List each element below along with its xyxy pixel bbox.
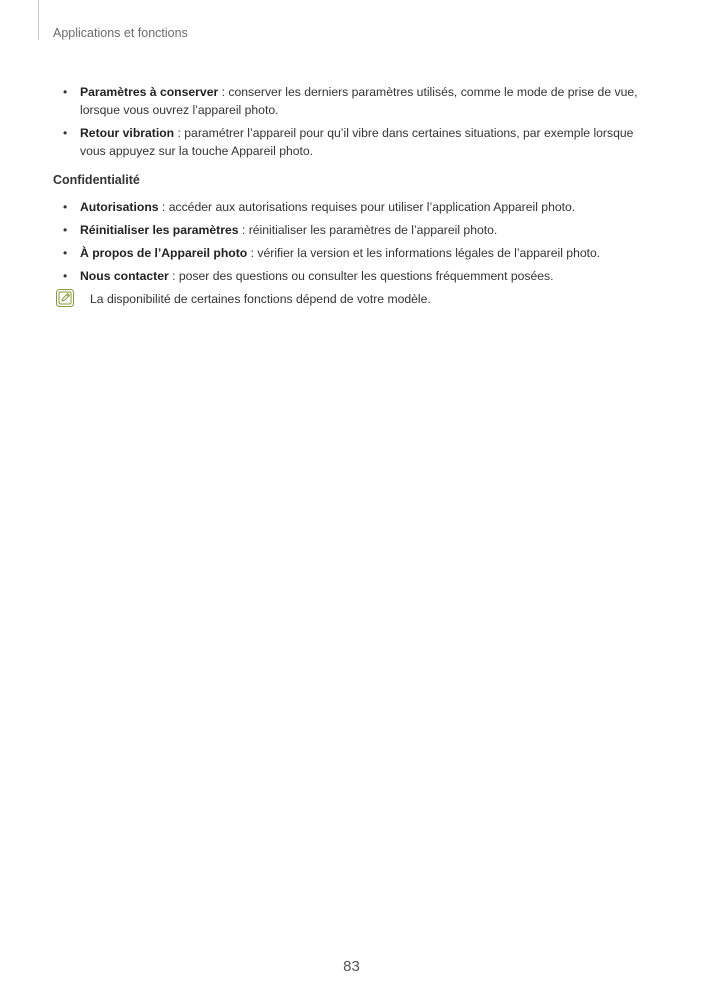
header-divider [38, 0, 39, 40]
bullet-icon: • [63, 223, 68, 237]
list-item [53, 83, 653, 119]
list-item-term: À propos de l’Appareil photo [80, 246, 248, 260]
bullet-icon: • [63, 246, 68, 260]
list-item-term: Retour vibration [80, 126, 175, 140]
note [53, 290, 653, 312]
list-item-text: : poser des questions ou consulter les questions fréquemment posées. [168, 269, 554, 283]
list-item [53, 267, 653, 285]
section-title: Applications et fonctions [53, 26, 188, 40]
subheading-privacy: Confidentialité [53, 173, 140, 187]
privacy-list [53, 198, 653, 285]
list-item-term: Nous contacter [80, 269, 169, 283]
note-text: La disponibilité de certaines fonctions dépend de votre modèle. [90, 292, 431, 306]
list-item-term: Paramètres à conserver [80, 85, 219, 99]
list-item-text: : réinitialiser les paramètres de l’appareil photo. [238, 223, 498, 237]
list-item-term: Réinitialiser les paramètres [80, 223, 239, 237]
settings-list [53, 83, 653, 160]
list-item-term: Autorisations [80, 200, 159, 214]
bullet-icon: • [63, 200, 68, 214]
list-item-text: : paramétrer l’appareil pour qu’il vibre dans certaines situations, par exemple lorsque vous appuyez sur la touche Appareil photo. [80, 126, 634, 158]
list-item [53, 221, 653, 239]
list-item-text: : conserver les derniers paramètres utilisés, comme le mode de prise de vue, lorsque vous ouvrez l’appareil photo. [80, 85, 638, 117]
bullet-icon: • [63, 85, 68, 99]
list-item-text: : vérifier la version et les informations légales de l’appareil photo. [247, 246, 601, 260]
bullet-icon: • [63, 269, 68, 283]
page-number: 83 [343, 958, 360, 975]
note-pencil-icon [56, 289, 74, 307]
bullet-icon: • [63, 126, 68, 140]
document-body [53, 83, 653, 312]
list-item [53, 244, 653, 262]
list-item [53, 198, 653, 216]
list-item [53, 124, 653, 160]
list-item-text: : accéder aux autorisations requises pour utiliser l’application Appareil photo. [158, 200, 576, 214]
